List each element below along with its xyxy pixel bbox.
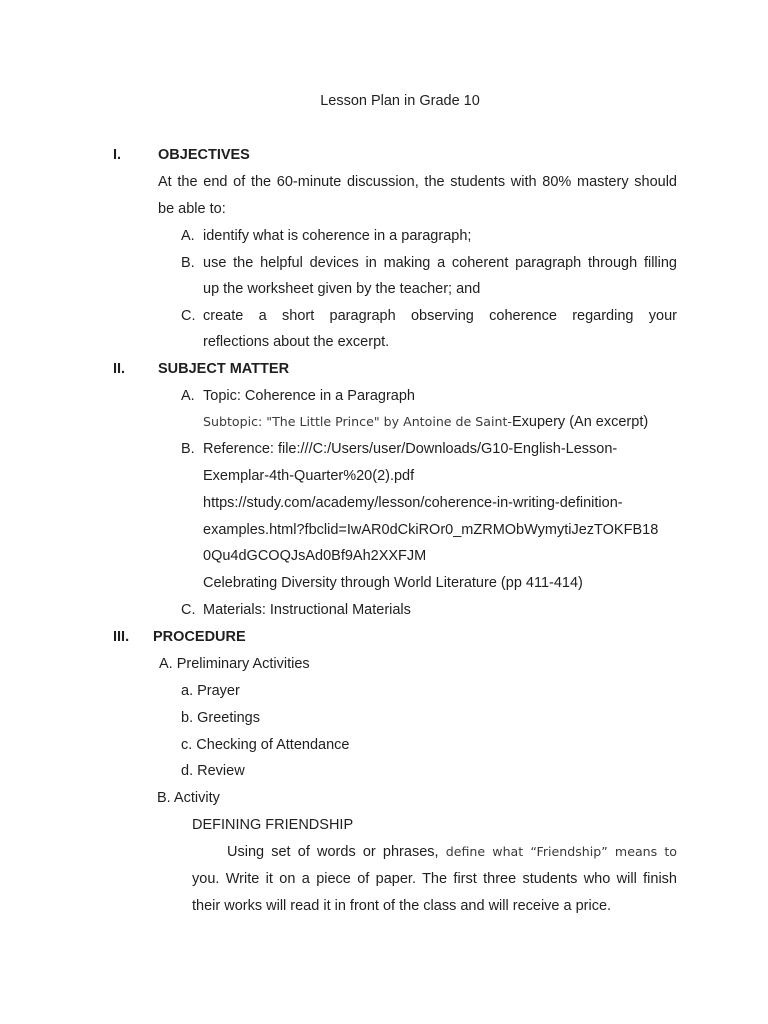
list-item-text: identify what is coherence in a paragraph; xyxy=(203,228,472,244)
activity-title: DEFINING FRIENDSHIP xyxy=(192,817,354,833)
list-item-letter: B. xyxy=(181,255,195,271)
activity-lead-start: Using set of words or phrases, xyxy=(227,844,439,860)
section-numeral: II. xyxy=(113,361,126,377)
materials-text: Materials: Instructional Materials xyxy=(203,602,411,618)
section-numeral: III. xyxy=(113,629,130,645)
section-numeral: I. xyxy=(113,147,122,163)
document-title: Lesson Plan in Grade 10 xyxy=(320,93,480,109)
topic-text: Topic: Coherence in a Paragraph xyxy=(203,388,415,404)
reference-line: https://study.com/academy/lesson/coherence-in-writing-definition- xyxy=(203,495,623,511)
objectives-intro-line: At the end of the 60-minute discussion, the students with 80% mastery should xyxy=(158,174,677,190)
section-heading: SUBJECT MATTER xyxy=(158,361,290,377)
subtopic-tail: Exupery (An excerpt) xyxy=(511,414,649,430)
subtopic-line xyxy=(203,412,648,432)
preliminary-item: a. Prayer xyxy=(181,683,240,699)
section-heading: PROCEDURE xyxy=(153,629,246,645)
list-item-letter: A. xyxy=(181,388,195,404)
preliminary-item: d. Review xyxy=(181,763,245,779)
subtopic-lead: Subtopic: "The Little Prince" by Antoine de Saint- xyxy=(203,414,512,429)
list-item-text: create a short paragraph observing coherence regarding your xyxy=(203,308,677,324)
objectives-intro-line: be able to: xyxy=(158,201,226,217)
activity-lead-end: define what “Friendship” means to xyxy=(445,844,677,859)
preliminary-item: b. Greetings xyxy=(181,710,260,726)
activity-label: B. Activity xyxy=(157,790,220,806)
activity-paragraph-line: their works will read it in front of the class and will receive a price. xyxy=(192,898,612,914)
reference-line: 0Qu4dGCOQJsAd0Bf9Ah2XXFJM xyxy=(203,548,427,564)
preliminary-activities-label: A. Preliminary Activities xyxy=(159,656,310,672)
preliminary-item: c. Checking of Attendance xyxy=(181,737,350,753)
list-item-text: use the helpful devices in making a coherent paragraph through filling xyxy=(203,255,677,271)
reference-line: Celebrating Diversity through World Literature (pp 411-414) xyxy=(203,575,583,591)
list-item-letter: B. xyxy=(181,441,195,457)
list-item-text: up the worksheet given by the teacher; and xyxy=(203,281,481,297)
list-item-letter: C. xyxy=(181,308,196,324)
reference-line: examples.html?fbclid=IwAR0dCkiROr0_mZRMObWymytiJezTOKFB18 xyxy=(203,522,659,538)
list-item-text: reflections about the excerpt. xyxy=(203,334,390,350)
list-item-letter: C. xyxy=(181,602,196,618)
activity-paragraph-line: you. Write it on a piece of paper. The first three students who will finish xyxy=(192,871,677,887)
reference-line: Exemplar-4th-Quarter%20(2).pdf xyxy=(203,468,415,484)
reference-line: Reference: file:///C:/Users/user/Downloads/G10-English-Lesson- xyxy=(203,441,618,457)
section-heading: OBJECTIVES xyxy=(158,147,250,163)
list-item-letter: A. xyxy=(181,228,195,244)
activity-paragraph-line xyxy=(192,842,677,862)
